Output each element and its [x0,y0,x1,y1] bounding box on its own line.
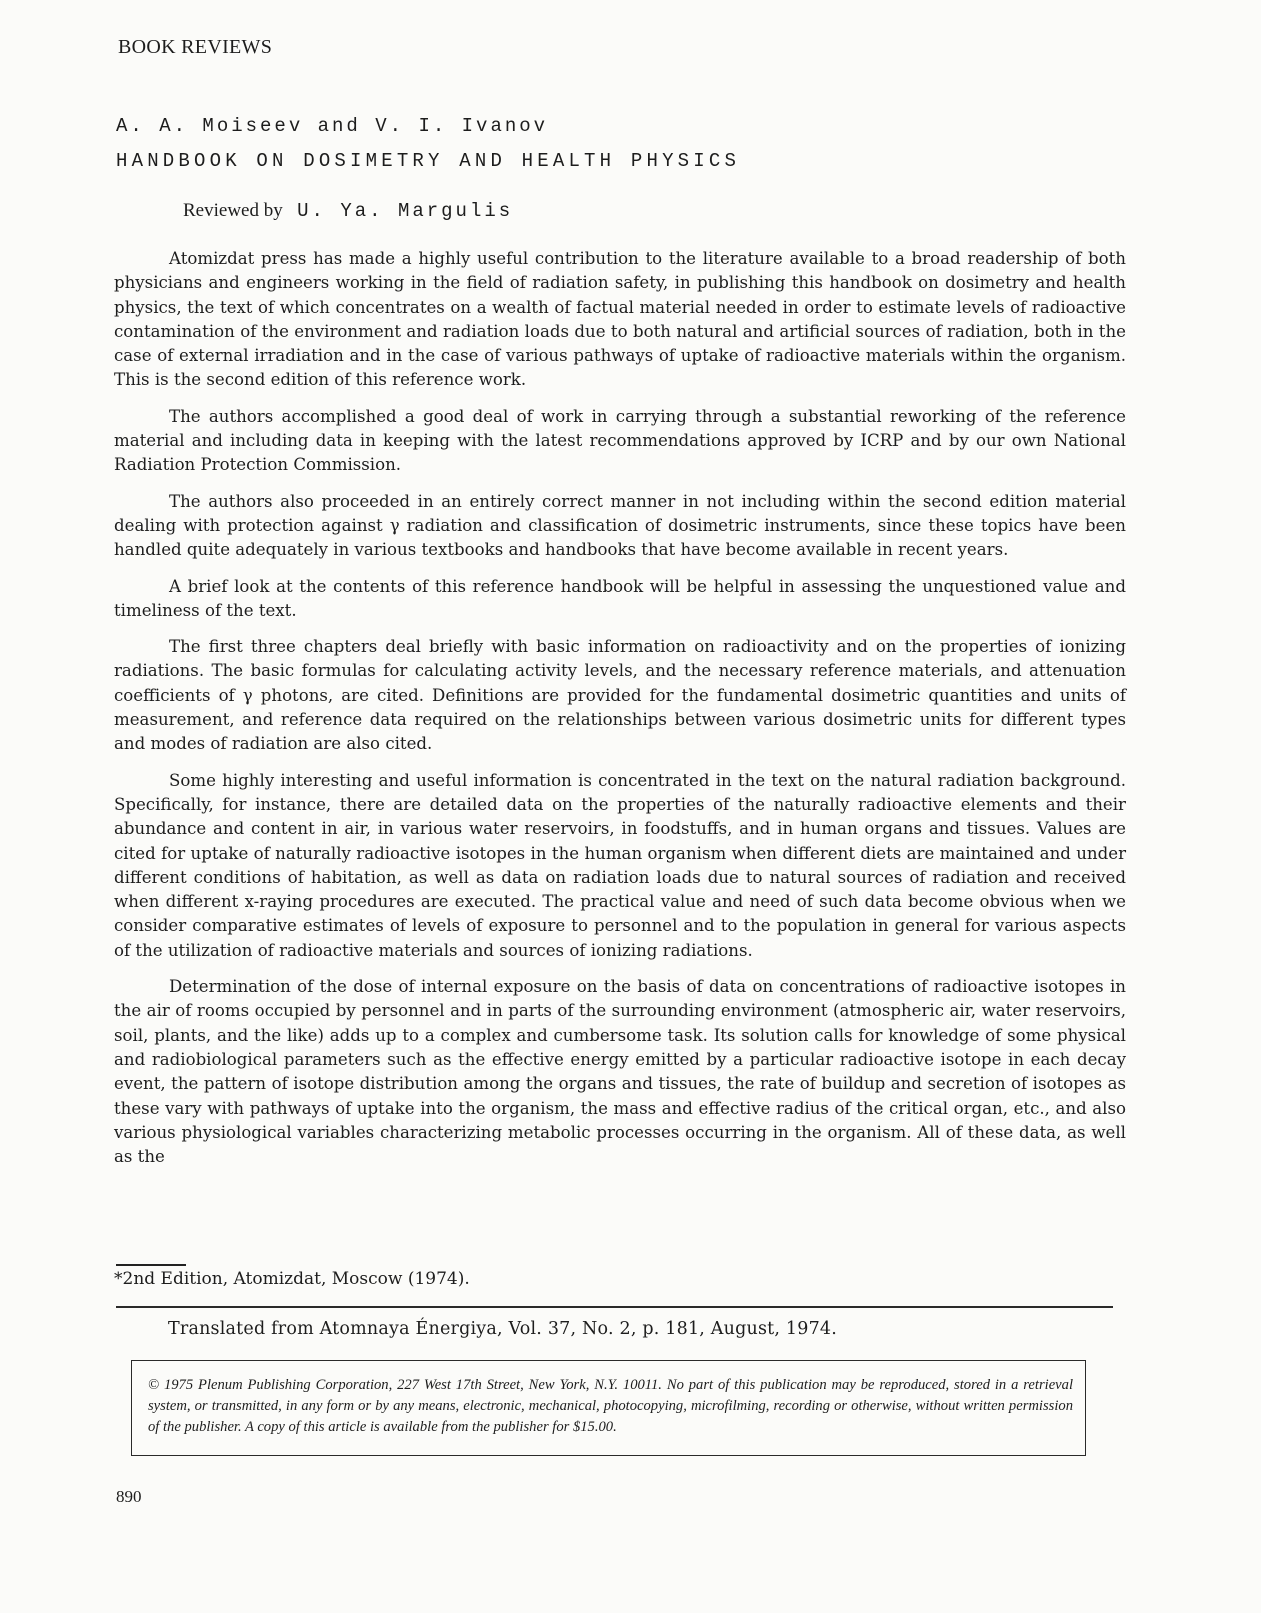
page-number: 890 [116,1487,142,1506]
paragraph: Atomizdat press has made a highly useful contribution to the literature available to a broad readership of both physicians and engineers working in the field of radiation safety, in publishing this handbook on dosimetry and health physics, the text of which concentrates on a wealth of factual material needed in order to estimate levels of radioactive contamination of the environment and radiation loads due to both natural and artificial sources of radiation, both in the case of external irradiation and in the case of various pathways of uptake of radioactive materials within the organism. This is the second edition of this reference work. [114,249,1126,390]
paragraph: Some highly interesting and useful information is concentrated in the text on the natural radiation background. Specifically, for instance, there are detailed data on the properties of the naturally radioactive elements and their abundance and content in air, in various water reservoirs, in foodstuffs, and in human organs and tissues. Values are cited for uptake of naturally radioactive isotopes in the human organism when different diets are maintained and under different conditions of habitation, as well as data on radiation loads due to natural sources of radiation and received when different x-raying procedures are executed. The practical value and need of such data become obvious when we consider comparative estimates of levels of exposure to personnel and to the population in general for various aspects of the utilization of radioactive materials and sources of ionizing radiations. [114,770,1126,960]
paragraph: The authors accomplished a good deal of work in carrying through a substantial reworking of the reference material and including data in keeping with the latest recommendations approved by ICRP and by our own National Radiation Protection Commission. [114,406,1126,475]
book-title: HANDBOOK ON DOSIMETRY AND HEALTH PHYSICS [116,150,741,172]
footnote: *2nd Edition, Atomizdat, Moscow (1974). [114,1269,470,1289]
divider [116,1306,1113,1308]
section-header: BOOK REVIEWS [118,36,273,58]
paragraph: Determination of the dose of internal exposure on the basis of data on concentrations of radioactive isotopes in the air of rooms occupied by personnel and in parts of the surrounding environment (atmospheric air, water reservoirs, soil, plants, and the like) adds up to a complex and cumbersome task. Its solution calls for knowledge of some physical and radiobiological parameters such as the effective energy emitted by a particular radioactive isotope in each decay event, the pattern of isotope distribution among the organs and tissues, the rate of buildup and secretion of isotopes as these vary with pathways of uptake into the organism, the mass and effective radius of the critical organ, etc., and also various physiological variables characterizing metabolic processes occurring in the organism. All of these data, as well as the [114,977,1126,1167]
translation-note: Translated from Atomnaya Énergiya, Vol. 37, No. 2, p. 181, August, 1974. [168,1319,838,1339]
footnote-rule [116,1264,186,1266]
book-authors: A. A. Moiseev and V. I. Ivanov [116,115,549,137]
review-body [114,247,1126,1181]
copyright-text: © 1975 Plenum Publishing Corporation, 227 West 17th Street, New York, N.Y. 10011. No part of this publication may be reproduced, stored in a retrieval system, or transmitted, in any form or by any means, electronic, mechanical, photocopying, microfilming, recording or otherwise, without written permission of the publisher. A copy of this article is available from the publisher for $15.00. [148,1377,1073,1435]
paragraph: The first three chapters deal briefly with basic information on radioactivity and on the properties of ionizing radiations. The basic formulas for calculating activity levels, and the necessary reference materials, and attenuation coefficients of γ photons, are cited. Definitions are provided for the fundamental dosimetric quantities and units of measurement, and reference data required on the relationships between various dosimetric units for different types and modes of radiation are also cited. [114,637,1126,754]
reviewer-line [183,200,513,222]
paragraph: A brief look at the contents of this reference handbook will be helpful in assessing the unquestioned value and timeliness of the text. [114,576,1126,620]
paragraph: The authors also proceeded in an entirely correct manner in not including within the second edition material dealing with protection against γ radiation and classification of dosimetric instruments, since these topics have been handled quite adequately in various textbooks and handbooks that have become available in recent years. [114,491,1126,560]
copyright-box [131,1360,1086,1456]
reviewer-name: U. Ya. Margulis [297,200,514,222]
reviewer-prefix: Reviewed by [183,200,283,221]
